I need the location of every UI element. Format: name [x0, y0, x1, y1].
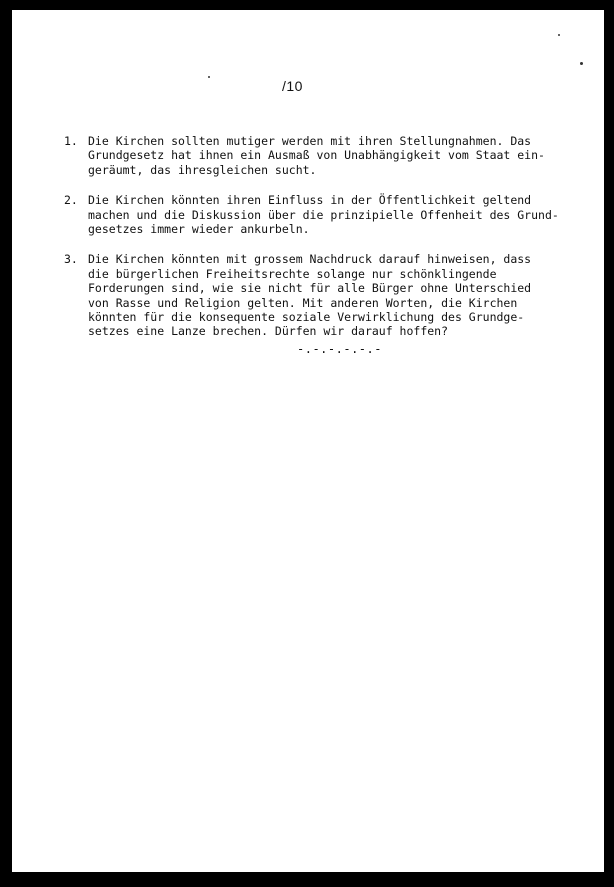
list-item — [64, 134, 594, 177]
text-line: machen und die Diskussion über die prinzipielle Offenheit des Grund- — [88, 207, 559, 222]
text-line: gesetzes immer wieder ankurbeln. — [88, 222, 310, 237]
scan-speck — [558, 34, 560, 36]
text-line: geräumt, das ihresgleichen sucht. — [88, 162, 317, 177]
list-item-number: 2. — [64, 193, 78, 208]
text-line: Die Kirchen könnten ihren Einfluss in der Öffentlichkeit geltend — [88, 193, 532, 208]
text-line: setzes eine Lanze brechen. Dürfen wir darauf hoffen? — [88, 324, 449, 339]
scan-speck — [580, 62, 583, 65]
scan-speck — [208, 76, 210, 78]
list-item — [64, 193, 594, 236]
list-item — [64, 252, 594, 338]
text-line: könnten für die konsequente soziale Verwirklichung des Grundge- — [88, 310, 525, 325]
text-line: von Rasse und Religion gelten. Mit anderen Worten, die Kirchen — [88, 295, 518, 310]
closing-mark: -.-.-.-.-.- — [297, 342, 382, 356]
page-number: /10 — [282, 78, 303, 94]
text-line: Die Kirchen sollten mutiger werden mit ihren Stellungnahmen. Das — [88, 134, 532, 148]
list-item-number: 1. — [64, 134, 78, 148]
text-line: Forderungen sind, wie sie nicht für alle Bürger ohne Unterschied — [88, 281, 532, 296]
text-line: die bürgerlichen Freiheitsrechte solange nur schönklingende — [88, 266, 497, 281]
text-line: Die Kirchen könnten mit grossem Nachdruck darauf hinweisen, dass — [88, 252, 532, 267]
document-page — [12, 10, 604, 872]
numbered-list — [64, 134, 594, 355]
list-item-number: 3. — [64, 252, 78, 267]
text-line: Grundgesetz hat ihnen ein Ausmaß von Unabhängigkeit vom Staat ein- — [88, 148, 545, 163]
